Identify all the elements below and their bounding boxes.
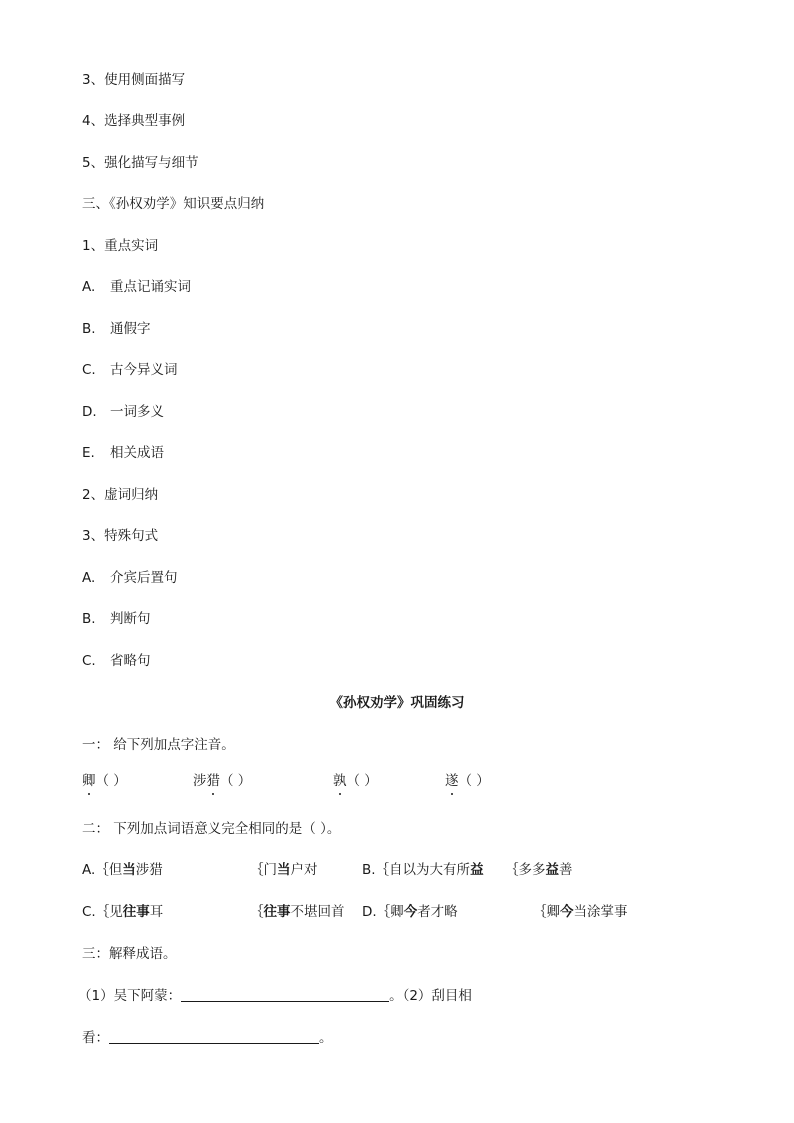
list-item <box>82 360 178 380</box>
option-text: 一词多义 <box>110 404 164 420</box>
option-letter: E. <box>82 445 95 461</box>
emphasized-word: 往事 <box>122 904 150 920</box>
choice-d-group-1 <box>362 902 458 922</box>
emphasized-word: 当 <box>122 862 136 878</box>
exercise-title: 《孙权劝学》巩固练习 <box>329 695 465 711</box>
option-text: 古今异义词 <box>110 362 178 378</box>
dotted-character: 遂 <box>445 773 459 789</box>
subheading-special-sentences: 3、特殊句式 <box>82 528 159 544</box>
list-item <box>82 443 164 463</box>
question-1-label: 一： 给下列加点字注音。 <box>82 737 235 753</box>
answer-parentheses: （ ） <box>458 773 490 789</box>
question-3-label: 三：解释成语。 <box>82 946 177 962</box>
option-text: 判断句 <box>110 611 151 627</box>
option-letter: D. <box>82 404 97 420</box>
emphasized-word: 当 <box>277 862 291 878</box>
choice-b-group-1 <box>362 860 484 880</box>
emphasized-word: 益 <box>545 862 559 878</box>
line-end: 。 <box>319 1030 333 1046</box>
choice-a-group-1 <box>82 860 163 880</box>
option-text: 省略句 <box>110 653 151 669</box>
choice-a-group-2 <box>250 860 318 880</box>
choice-text: 不堪回首 <box>290 904 345 920</box>
choice-text: D.｛卿 <box>362 904 404 920</box>
answer-parentheses: （ ） <box>220 773 252 789</box>
choice-text: 户对 <box>290 862 318 878</box>
choice-text: 者才略 <box>417 904 458 920</box>
choice-c-group-2 <box>250 902 345 922</box>
idiom-prompt-continued: 。（2）刮目相 <box>389 988 472 1004</box>
dotted-character: 孰 <box>333 773 347 789</box>
subheading-key-words: 1、重点实词 <box>82 238 159 254</box>
choice-text: ｛ <box>250 904 264 920</box>
option-letter: C. <box>82 362 96 378</box>
list-item <box>82 277 191 297</box>
pinyin-item <box>333 771 378 791</box>
answer-blank[interactable] <box>181 987 389 1002</box>
choice-text: 涉猎 <box>135 862 163 878</box>
choice-text: C.｛见 <box>82 904 123 920</box>
option-letter: B. <box>82 321 96 337</box>
section-heading-3: 三、《孙权劝学》知识要点归纳 <box>82 196 265 212</box>
choice-text: B.｛自以为大有所 <box>362 862 471 878</box>
choice-text: A.｛但 <box>82 862 123 878</box>
dotted-character: 卿 <box>82 773 96 789</box>
character: 涉 <box>193 773 207 789</box>
choice-text: ｛门 <box>250 862 277 878</box>
dotted-character: 猎 <box>206 773 220 789</box>
answer-parentheses: （ ） <box>346 773 378 789</box>
list-item <box>82 319 151 339</box>
choice-b-group-2 <box>505 860 573 880</box>
choice-text: 耳 <box>149 904 164 920</box>
list-item <box>82 609 151 629</box>
pinyin-item <box>82 771 127 791</box>
choice-text: 善 <box>559 862 573 878</box>
choice-text: ｛多多 <box>505 862 546 878</box>
idiom-line-1 <box>78 986 472 1006</box>
option-text: 通假字 <box>110 321 151 337</box>
answer-blank[interactable] <box>109 1029 319 1044</box>
option-text: 介宾后置句 <box>110 570 178 586</box>
emphasized-word: 往事 <box>263 904 291 920</box>
choice-text: 当涂掌事 <box>573 904 628 920</box>
list-item <box>82 568 178 588</box>
choice-c-group-1 <box>82 902 163 922</box>
idiom-line-2 <box>82 1028 333 1048</box>
outline-item-5: 5、强化描写与细节 <box>82 155 199 171</box>
idiom-prompt: 看： <box>82 1030 109 1046</box>
option-text: 重点记诵实词 <box>110 279 191 295</box>
list-item <box>82 651 151 671</box>
idiom-prompt: （1）吴下阿蒙： <box>78 988 182 1004</box>
pinyin-item <box>193 771 251 791</box>
option-text: 相关成语 <box>110 445 164 461</box>
option-letter: B. <box>82 611 96 627</box>
option-letter: A. <box>82 279 96 295</box>
option-letter: C. <box>82 653 96 669</box>
choice-d-group-2 <box>533 902 628 922</box>
choice-text: ｛卿 <box>533 904 560 920</box>
emphasized-word: 益 <box>470 862 484 878</box>
pinyin-item <box>445 771 490 791</box>
question-2-label: 二： 下列加点词语意义完全相同的是（ ）。 <box>82 821 341 837</box>
list-item <box>82 402 164 422</box>
option-letter: A. <box>82 570 96 586</box>
outline-item-4: 4、选择典型事例 <box>82 113 186 129</box>
emphasized-word: 今 <box>560 904 574 920</box>
emphasized-word: 今 <box>403 904 418 920</box>
outline-item-3: 3、使用侧面描写 <box>82 72 186 88</box>
answer-parentheses: （ ） <box>95 773 127 789</box>
subheading-function-words: 2、虚词归纳 <box>82 487 159 503</box>
